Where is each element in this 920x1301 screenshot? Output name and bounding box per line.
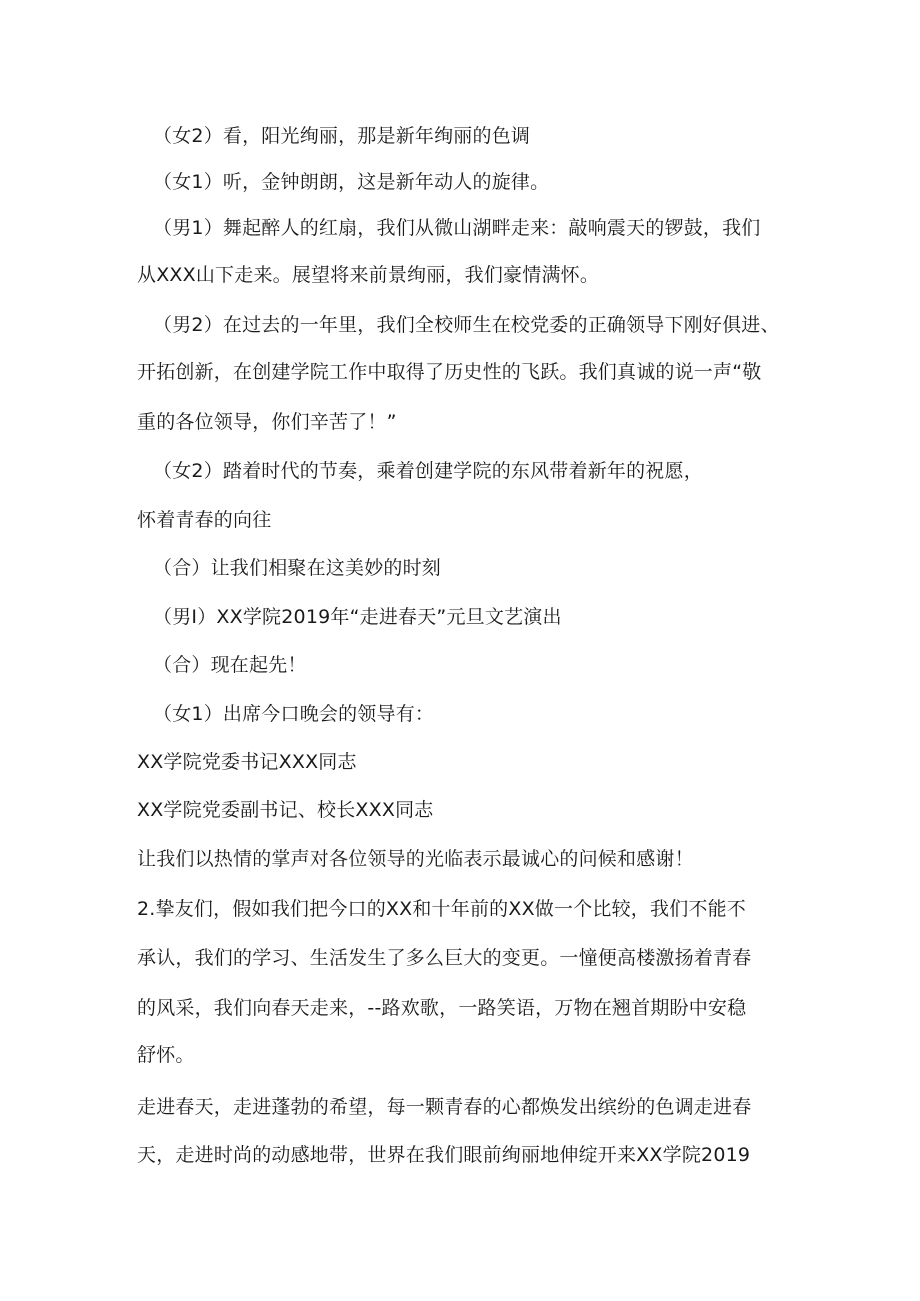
paragraph-line: 承认，我们的学习、生活发生了多么巨大的变更。一憧便高楼激扬着青春 (137, 947, 752, 969)
paragraph-line: 天，走进时尚的动感地带，世界在我们眼前绚丽地伸绽开来XX学院2019 (137, 1144, 751, 1166)
paragraph-line: 重的各位领导，你们辛苦了！” (137, 411, 397, 433)
paragraph-line: XX学院党委副书记、校长XXX同志 (137, 799, 434, 821)
paragraph-line: （女2）踏着时代的节奏，乘着创建学院的东风带着新年的祝愿， (153, 460, 703, 482)
paragraph-line: （合）现在起先！ (153, 654, 307, 676)
paragraph-line: 的风采，我们向春天走来，--路欢歌，一路笑语，万物在翘首期盼中安稳 (137, 997, 747, 1019)
paragraph-line: （女1）出席今口晚会的领导有： (153, 703, 435, 725)
paragraph-line: （男2）在过去的一年里，我们全校师生在校党委的正确领导下刚好俱进、 (153, 314, 780, 336)
paragraph-line: 走进春天，走进蓬勃的希望，每一颗青春的心都焕发出缤纷的色调走进春 (137, 1096, 752, 1118)
paragraph-line: 舒怀。 (137, 1044, 195, 1066)
paragraph-line: （男1）舞起醉人的红扇，我们从微山湖畔走来：敲响震天的锣鼓，我们 (153, 217, 761, 239)
paragraph-line: （合）让我们相聚在这美妙的时刻 (153, 557, 442, 579)
paragraph-line: （女1）听，金钟朗朗，这是新年动人的旋律。 (153, 171, 550, 193)
paragraph-line: 2.挚友们，假如我们把今口的XX和十年前的XX做一个比较，我们不能不 (137, 898, 746, 920)
paragraph-line: XX学院党委书记XXX同志 (137, 751, 357, 773)
paragraph-line: 从XXX山下走来。展望将来前景绚丽，我们豪情满怀。 (137, 264, 600, 286)
paragraph-line: （男I）XX学院2019年“走进春天”元旦文艺演出 (153, 606, 562, 628)
paragraph-line: 开拓创新，在创建学院工作中取得了历史性的飞跃。我们真诚的说一声“敬 (137, 361, 762, 383)
paragraph-line: 让我们以热情的掌声对各位领导的光临表示最诚心的问候和感谢！ (137, 848, 694, 870)
paragraph-line: （女2）看，阳光绚丽，那是新年绚丽的色调 (153, 125, 531, 147)
paragraph-line: 怀着青春的向往 (137, 509, 272, 531)
